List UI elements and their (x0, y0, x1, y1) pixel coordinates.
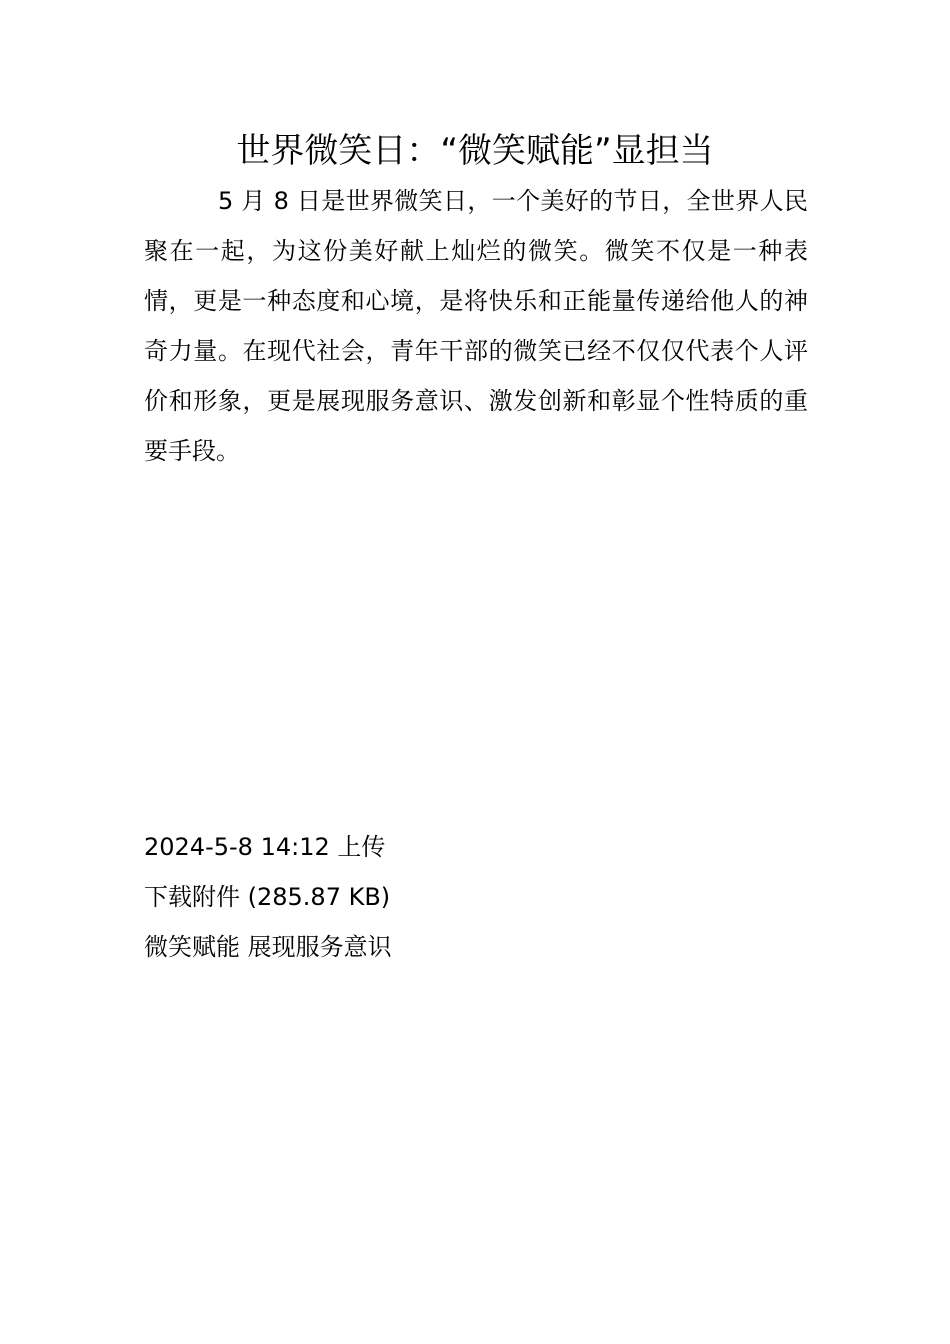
download-attachment-link[interactable]: 下载附件 (285.87 KB) (144, 883, 391, 911)
article-body: 5 月 8 日是世界微笑日，一个美好的节日，全世界人民聚在一起，为这份美好献上灿烂的微笑。微笑不仅是一种表情，更是一种态度和心境，是将快乐和正能量传递给他人的神奇力量。在现代社会，青年干部的微笑已经不仅仅代表个人评价和形象，更是展现服务意识、激发创新和彰显个性特质的重要手段。 (144, 187, 808, 465)
article-title: 世界微笑日：“微笑赋能”显担当 (236, 131, 714, 171)
upload-timestamp: 2024-5-8 14:12 上传 (144, 833, 386, 861)
attachment-meta (144, 822, 808, 972)
tags-line: 微笑赋能 展现服务意识 (144, 933, 392, 961)
